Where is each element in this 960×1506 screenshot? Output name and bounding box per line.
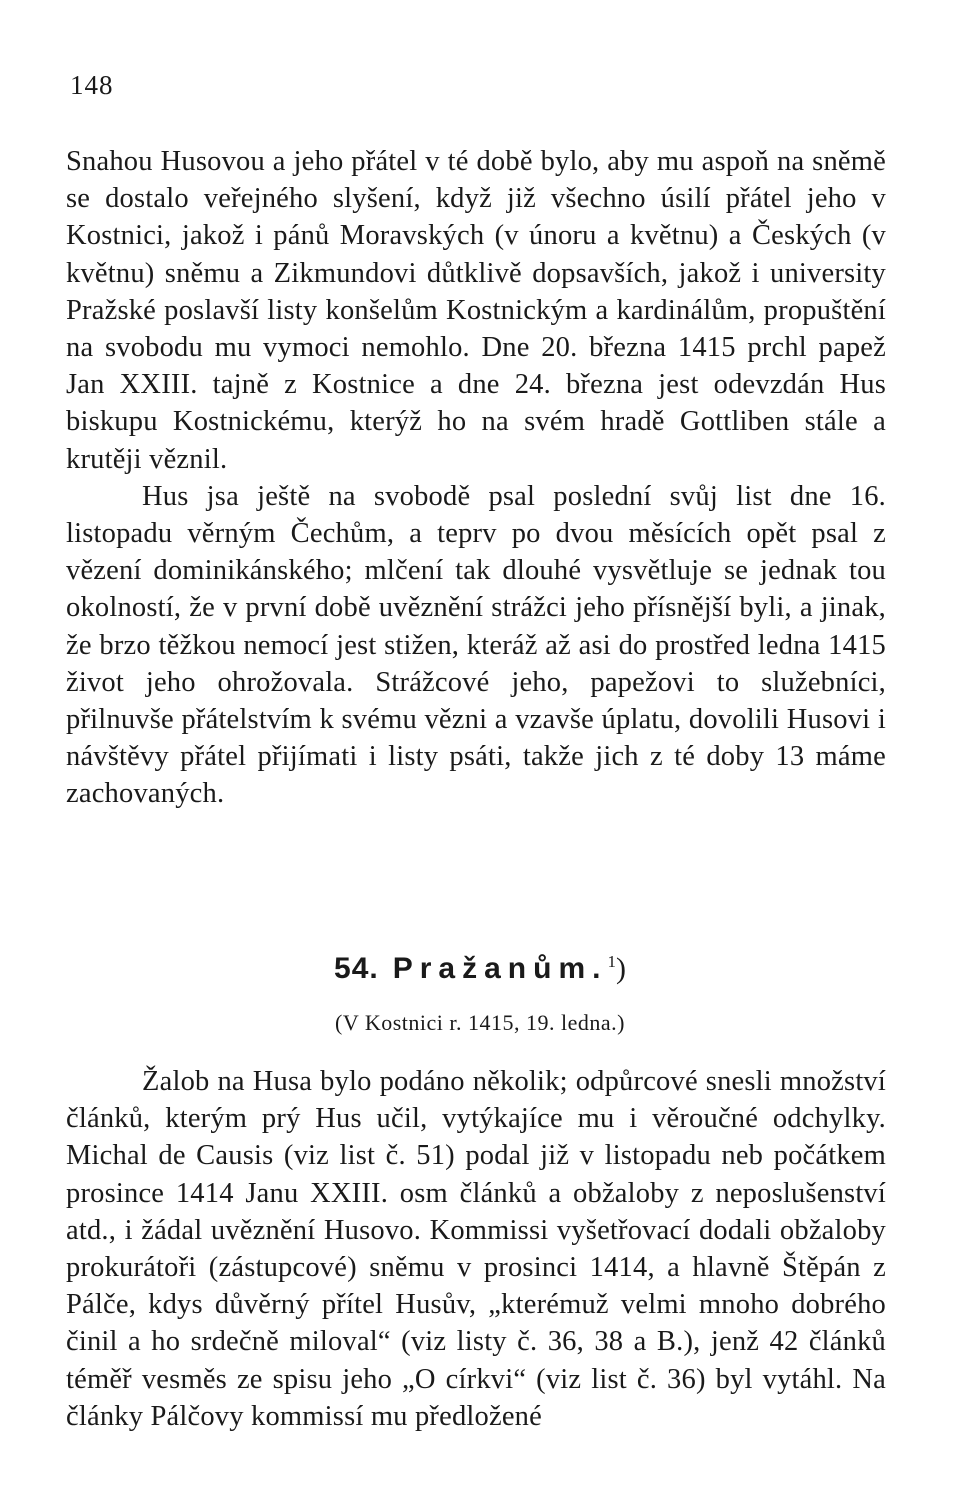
page-number: 148 (70, 70, 114, 100)
body-text-bottom (66, 1063, 886, 1435)
letter-recipient: Pražanům. (392, 952, 608, 985)
footnote-mark: 1 (607, 952, 616, 971)
letter-dateline: (V Kostnici r. 1415, 19. ledna.) (335, 1010, 625, 1035)
paragraph: Hus jsa ještě na svobodě psal poslední svůj list dne 16. listopadu věrným Čechům, a teprv po dvou měsících opět psal z vězení dominikánského; mlčení tak dlouhé vysvětluje se jednak tou okolností, že v první době uvěznění strážci jeho přísnější byli, a jinak, že brzo těžkou nemocí jest stižen, kteráž až asi do prostřed ledna 1415 život jeho ohrožovala. Strážcové jeho, papežovi to služebníci, přilnuvše přátelstvím k svému vězni a vzavše úplatu, dovolili Husovi i návštěvy přátel přijímati i listy psáti, takže jich z té doby 13 máme zachovaných. (66, 480, 886, 810)
letter-number: 54. (334, 952, 379, 985)
paragraph: Snahou Husovou a jeho přátel v té době bylo, aby mu aspoň na sněmě se dostalo veřejného slyšení, když již všechno úsilí přátel jeho v Kostnici, jakož i pánů Moravských (v únoru a květnu) a Českých (v květnu) sněmu a Zikmundovi důtklivě dopsavších, jakož i university Pražské poslavší listy konšelům Kostnickým a kardinálům, propuštění na svobodu mu vymoci nemohlo. Dne 20. března 1415 prchl papež Jan XXIII. tajně z Kostnice a dne 24. března jest odevzdán Hus biskupu Kostnickému, kterýž ho na svém hradě Gottliben stále a krutěji věznil. (66, 146, 886, 475)
paragraph: Žalob na Husa bylo podáno několik; odpůrcové snesli množství článků, kterým prý Hus učil, vytýkajíce mu i věroučné odchylky. Michal de Causis (viz list č. 51) podal již v listopadu neb počátkem prosince 1414 Janu XXIII. osm článků a obžaloby z neposlušenství atd., i žádal uvěznění Husovo. Kommissi vyšetřovací dodali obžaloby prokurátoři (zástupcové) sněmu v prosinci 1414, a hlavně Štěpán z Pálče, kdys důvěrný přítel Husův, „kterémuž velmi mnoho dobrého činil a ho srdečně miloval“ (viz listy č. 36, 38 a B.), jenž 42 článků téměř vesměs ze spisu jeho „O církvi“ (viz list č. 36) byl vytáhl. Na články Pálčovy kommissí mu předložené (66, 1066, 886, 1432)
body-text-top (66, 143, 886, 813)
letter-heading: 54. Pražanům.$^1$) (334, 952, 626, 985)
